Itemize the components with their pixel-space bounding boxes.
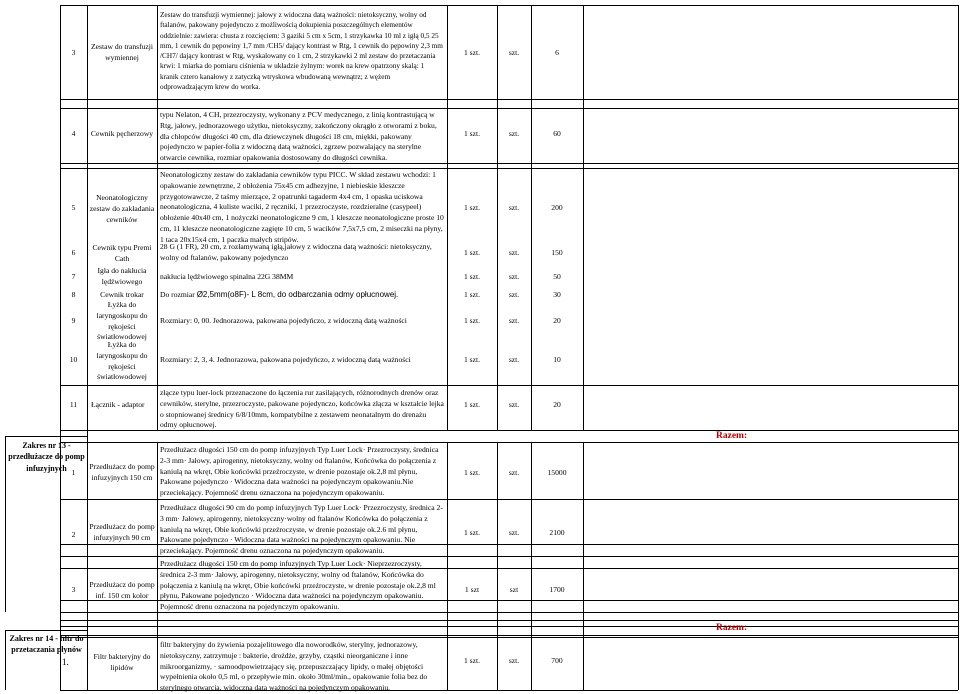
row-5-qty: 1 szt. — [463, 203, 481, 212]
pkg13-row-3-nr: 3 — [71, 585, 76, 594]
row-3-desc: Zestaw do transfuzji wymiennej: jałowy z widoczna datą ważności: nietoksyczny, wolny od ftalanów, pakowany pojedynczo z możliwością dokupienia poszczególnych elementów oddzielnie: zawiera: chusta z rozcięciem: 3 gaziki 5 cm x 5cm, 1 strzykawka 10 ml z igłą 0,5 25 mm, 1 cewnik do pępowiny 1,7 mm /CH5/ dający kontrast w Rtg, 1 cewnik do pępowiny 2,3 mm /CH7/ dający kontrast w Rtg, wyskalowany co 1 cm, 2 strzykawki 2 ml zestaw do przetaczania krwi: 1 miarka do pomiaru ciśnienia w układzie żylnym: worek na krew opatrzony skalą: 1 kranik cztero kanałowy z zatyczką wtryskowa wbudowaną wewnątrz; z wężem odprowadzającym krew do worka. — [160, 11, 443, 91]
row-4-count: 60 — [553, 129, 561, 138]
row-5-unit: szt. — [508, 203, 520, 212]
row-7-qty: 1 szt. — [463, 272, 481, 281]
pkg14-row-1-nr: 1. — [62, 657, 69, 667]
row-10-desc: Rozmiary: 2, 3, 4. Jednorazowa, pakowana pojedyńczo, z widoczną datą ważności — [160, 355, 411, 364]
row-11-desc: złącze typu luer-lock przeznaczone do łączenia rur zasilających, różnorodnych drenów oraz cewników, sterylne, przezroczyste, pakowane pojedynczo, końcówka złącza w kształcie lejka o stopniowanej średnicy 6/8/10mm, kompatybilne z zestawem neonatalnym do drenażu odmy opłucnowej. — [160, 388, 444, 430]
row-11-name: Łącznik - adaptor — [91, 400, 145, 409]
row-6-name: Cewnik typu Premi Cath — [92, 243, 152, 263]
row-8-name: Cewnik trokar — [100, 290, 144, 299]
pkg13-razem: Razem: — [716, 431, 748, 441]
row-6-desc: 28 G (1 FR), 20 cm, z rozłamywaną igłą,jałowy z widoczna datą ważności: nietoksyczny, wolny od ftalanów, pakowany pojedynczo — [160, 242, 432, 262]
row-8-qty: 1 szt. — [463, 290, 481, 299]
pkg13-row-3-desc: Przedłużacz długości 150 cm do pomp infuzyjnych Typ Luer Lock· Nieprzezroczysty, średnica 2-3 mm· Jałowy, apirogenny, nietoksyczny, wolny od ftalanów, Końcówka do połączenia z kaniulą na wkręt, Obie końcówki przeźroczyste, w drenie pozostaje ok.2,8 ml płynu, Pakowane pojedynczo · Widoczna data ważności na pojedynczym opakowaniu. Pojemność drenu oznaczona na pojedynczym opakowaniu. — [160, 559, 436, 612]
pkg14-row-1-unit: szt. — [508, 656, 520, 665]
pkg13-label: Zakres nr 13 - przedłużacze do pomp infuzyjnych — [8, 441, 85, 473]
row-4-desc: typu Nelaton, 4 CH, przezroczysty, wykonany z PCV medycznego, z linią kontrastującą w Rtg, jałowy, jednorazowego użytku, nietoksyczny, zakończony okrągło z otworami z boku, dla chłopców długości 40 cm, dla dziewczynek długości 18 cm, miękki, pakowany pojedynczo w papier-folia z widoczną datą ważności, zgrzew pozwalający na sterylne otwarcie cewnika, rozmiar opakowania dostosowany do długości cewnika. — [160, 110, 437, 163]
row-4-qty: 1 szt. — [463, 129, 481, 138]
row-8-unit: szt. — [508, 290, 520, 299]
pkg13-row-1-nr: 1 — [71, 468, 76, 477]
row-10-name: Łyżka do laryngoskopu do rękojeści światłowodowej — [96, 340, 148, 382]
row-10-count: 10 — [553, 355, 561, 364]
row-3-count: 6 — [555, 48, 559, 57]
row-8-count: 30 — [553, 290, 561, 299]
pkg13-row-1-qty: 1 szt. — [463, 468, 481, 477]
row-5-desc: Neonatologiczny zestaw do zakładania cewników typu PICC. W skład zestawu wchodzi: 1 opakowanie zewnętrzne, 2 obłożenia 75x45 cm adhezyjne, 1 niebieskie kleszcze przygotowawcze, 2 taśmy mierzące, 2 opatrunki tagaderm 4x4 cm, 1 opaska uciskowa neonatologiczna, 4 kuliste waciki, 2 ręczniki, 1 przezroczyste, rozdzieralne (casypeel) obłożenie 40x40 cm, 1 nożyczki neonatologiczne 9 cm, 1 kleszcze neonatologiczne proste 10 cm, 11 kleszcze neonatologiczne zagięte 10 cm, 5 wacików 7,5x7,5 cm, 2 miseczki na płyny, 1 taca 20x15x4 cm, 1 paczka małych stripów. — [160, 170, 444, 244]
row-10-unit: szt. — [508, 355, 520, 364]
row-9-desc: Rozmiary: 0, 00. Jednorazowa, pakowana pojedyńczo, z widoczną datą ważności — [160, 316, 407, 325]
row-3-unit: szt. — [508, 48, 520, 57]
pkg13-row-1-desc: Przedłużacz długości 150 cm do pomp infuzyjnych Typ Luer Lock· Przezroczysty, średnica 2-3 mm· Jałowy, apirogenny, nietoksyczny, wolny od ftalanów, Końcówka do połączenia z kaniulą na wkręt, Obie końcówki przeźroczyste, w drenie pozostaje ok.2,8 ml płynu, Pakowane pojedynczo · Widoczna data ważności na pojedynczym opakowaniu.Nie przeciekający. Pojemność drenu oznaczona na pojedynczym opakowaniu. — [160, 445, 439, 498]
row-4-unit: szt. — [508, 129, 520, 138]
pkg13-row-2-desc: Przedłużacz długości 90 cm do pomp infuzyjnych Typ Luer Lock· Przezroczysty, średnica 2-3 mm· Jałowy, apirogenny, nietoksyczny·wolny od ftalanów Końcówka do połączenia z kaniulą na wkręt, Obie końcówki przeźroczyste, w drenie pozostaje ok.2.6 ml płynu, Pakowane pojedynczo · Widoczna data ważności na pojedynczym opakowaniu. Nie przeciekający. Pojemność drenu oznaczona na pojedynczym opakowaniu. — [160, 503, 443, 556]
pkg14-row-1-desc: filtr bakteryjny do żywienia pozajelitowego dla noworodków, sterylny, jednorazowy, nietoksyczny, zatrzymuje : bakterie, drożdże, grzyby, cząstki nieorganiczne i inne mikroorganizmy, · samoodpowietrzający się, przepuszczający lipidy, o małej objętości wypełnienia około 0,5 ml, o przepływie min. około 30ml/min., opakowanie folia bez do sterylnego otwarcia, widoczna data ważności na pojedynczym opakowaniu. — [160, 640, 428, 693]
row-8-nr: 8 — [71, 290, 76, 299]
pkg13-row-3-unit: szt — [509, 585, 519, 594]
pkg14-row-1-name: Filtr bakteryjny do lipidów — [93, 652, 151, 672]
pkg13-row-3-name: Przedłużacz do pomp inf. 150 cm kolor — [89, 580, 155, 600]
row-9-name: Łyżka do laryngoskopu do rękojeści światłowodowej — [96, 300, 148, 342]
row-7-unit: szt. — [508, 272, 520, 281]
pkg14-label: Zakres nr 14 - filtr do przetaczania płynów — [9, 634, 84, 655]
row-11-qty: 1 szt. — [463, 400, 481, 409]
pkg13-row-3-qty: 1 szt — [464, 585, 480, 594]
row-11-unit: szt. — [508, 400, 520, 409]
pkg14-razem: Razem: — [716, 623, 748, 633]
pkg13-row-3-count: 1700 — [549, 585, 565, 594]
row-11-count: 20 — [553, 400, 561, 409]
pkg13-row-2-unit: szt. — [508, 528, 520, 537]
row-7-count: 50 — [553, 272, 561, 281]
row-7-desc: nakłucia lędźwiowego spinalna 22G 38MM — [160, 272, 294, 281]
row-5-count: 200 — [551, 203, 563, 212]
pkg13-row-2-count: 2100 — [549, 528, 565, 537]
row-9-unit: szt. — [508, 316, 520, 325]
row-8-desc-main: Ø2,5mm(o8F)- L 8cm, do odbarczania odmy opłucnowej. — [196, 290, 399, 299]
row-4-name: Cewnik pęcherzowy — [90, 129, 154, 138]
row-6-count: 150 — [551, 248, 563, 257]
row-6-unit: szt. — [508, 248, 520, 257]
row-6-qty: 1 szt. — [463, 248, 481, 257]
row-9-count: 20 — [553, 316, 561, 325]
row-5-nr: 5 — [71, 203, 76, 212]
row-8-desc-prefix: Do rozmiar — [160, 290, 197, 299]
pkg14-row-1-qty: 1 szt. — [463, 656, 481, 665]
row-10-nr: 10 — [69, 355, 78, 364]
pkg13-row-1-unit: szt. — [508, 468, 520, 477]
row-7-nr: 7 — [71, 272, 76, 281]
pkg14-row-1-count: 700 — [551, 656, 563, 665]
pkg13-row-1-name: Przedłużacz do pomp infuzyjnych 150 cm — [89, 462, 155, 482]
row-4-nr: 4 — [71, 129, 76, 138]
row-3-name: Zestaw do transfuzji wymiennej — [91, 42, 153, 62]
pkg13-row-1-count: 15000 — [547, 468, 567, 477]
pkg13-row-2-name: Przedłużacz do pomp infuzyjnych 90 cm — [89, 522, 155, 542]
row-7-name: Igła do nakłucia lędźwiowego — [97, 266, 147, 286]
row-5-name: Neonatologiczny zestaw do zakładania cewników — [89, 193, 155, 224]
row-9-nr: 9 — [71, 316, 76, 325]
row-10-qty: 1 szt. — [463, 355, 481, 364]
row-9-qty: 1 szt. — [463, 316, 481, 325]
pkg13-row-2-qty: 1 szt. — [463, 528, 481, 537]
row-11-nr: 11 — [69, 400, 78, 409]
row-3-qty: 1 szt. — [463, 48, 481, 57]
pkg13-row-2-nr: 2 — [71, 530, 76, 539]
row-3-nr: 3 — [71, 48, 76, 57]
row-8-desc — [160, 289, 450, 301]
row-6-nr: 6 — [71, 248, 76, 257]
